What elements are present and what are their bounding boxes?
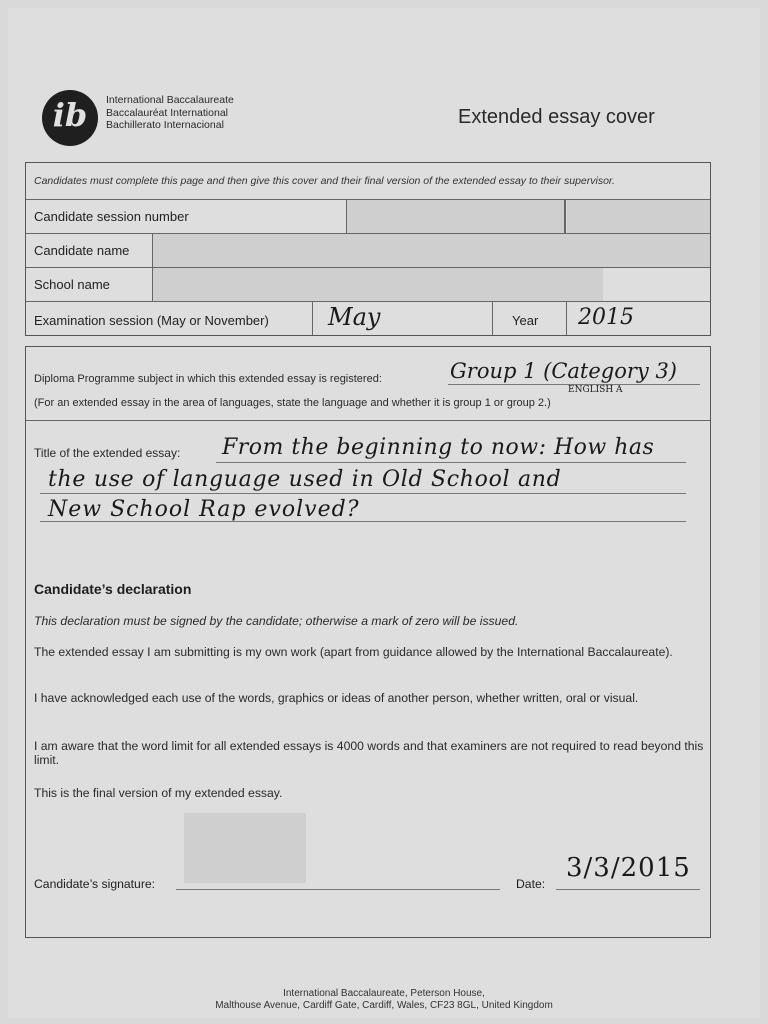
year-label: Year (512, 313, 539, 328)
session-number-field-2[interactable] (567, 200, 710, 233)
footer-line-2: Malthouse Avenue, Cardiff Gate, Cardiff, Wales, CF23 8GL, United Kingdom (215, 1000, 553, 1011)
form-title: Extended essay cover (458, 106, 655, 128)
title-line-3[interactable]: New School Rap evolved? (48, 497, 360, 522)
year-value[interactable]: 2015 (578, 305, 634, 330)
form-instruction: Candidates must complete this page and then give this cover and their final version of the extended essay to their supervisor. (34, 175, 615, 187)
session-number-label: Candidate session number (34, 209, 189, 224)
subject-label: Diploma Programme subject in which this extended essay is registered: (34, 373, 382, 385)
divider (564, 199, 566, 233)
declaration-para-1: The extended essay I am submitting is my own work (apart from guidance allowed by the International Baccalaureate). (34, 645, 673, 659)
signature-field[interactable] (184, 813, 306, 883)
subject-annotation: ENGLISH A (568, 385, 623, 395)
candidate-name-field[interactable] (153, 234, 710, 267)
candidate-info-box (25, 162, 711, 336)
date-value[interactable]: 3/3/2015 (566, 853, 691, 883)
session-number-field[interactable] (347, 200, 565, 233)
signature-label: Candidate’s signature: (34, 877, 156, 891)
ib-logo (42, 90, 98, 146)
title-underline-2 (40, 493, 686, 494)
exam-session-value[interactable]: May (328, 303, 381, 331)
org-line-en: International Baccalaureate (106, 94, 234, 106)
declaration-para-4: This is the final version of my extended essay. (34, 786, 283, 800)
declaration-para-2: I have acknowledged each use of the words, graphics or ideas of another person, whether written, oral or visual. (34, 691, 639, 705)
divider (492, 301, 493, 335)
ib-logo-text: ib (52, 96, 88, 134)
title-line-2[interactable]: the use of language used in Old School and (48, 467, 562, 492)
essay-details-box (25, 346, 711, 938)
title-label: Title of the extended essay: (34, 446, 181, 460)
subject-value[interactable]: Group 1 (Category 3) (450, 359, 678, 383)
signature-line (176, 889, 500, 890)
divider (566, 301, 567, 335)
org-line-fr: Baccalauréat International (106, 106, 228, 119)
candidate-name-label: Candidate name (34, 243, 130, 258)
exam-session-label: Examination session (May or November) (34, 313, 269, 328)
date-label: Date: (516, 877, 546, 891)
divider (26, 420, 710, 421)
footer-address (0, 988, 768, 1012)
divider (26, 301, 710, 302)
divider (312, 301, 313, 335)
school-name-field[interactable] (153, 268, 603, 301)
declaration-warning: This declaration must be signed by the candidate; otherwise a mark of zero will be issued. (34, 614, 519, 628)
subject-note: (For an extended essay in the area of languages, state the language and whether it is group 1 or group 2.) (34, 397, 551, 409)
title-underline-3 (40, 521, 686, 522)
org-line-es: Bachillerato Internacional (106, 119, 224, 131)
footer-line-1: International Baccalaureate, Peterson House, (283, 988, 485, 999)
school-name-label: School name (34, 277, 110, 292)
date-line (556, 889, 700, 890)
declaration-heading: Candidate’s declaration (34, 581, 192, 597)
declaration-para-3: I am aware that the word limit for all extended essays is 4000 words and that examiners are not required to read beyond this limit. (34, 739, 704, 767)
title-underline-1 (216, 462, 686, 463)
organization-name (106, 94, 234, 132)
title-line-1[interactable]: From the beginning to now: How has (222, 435, 655, 460)
